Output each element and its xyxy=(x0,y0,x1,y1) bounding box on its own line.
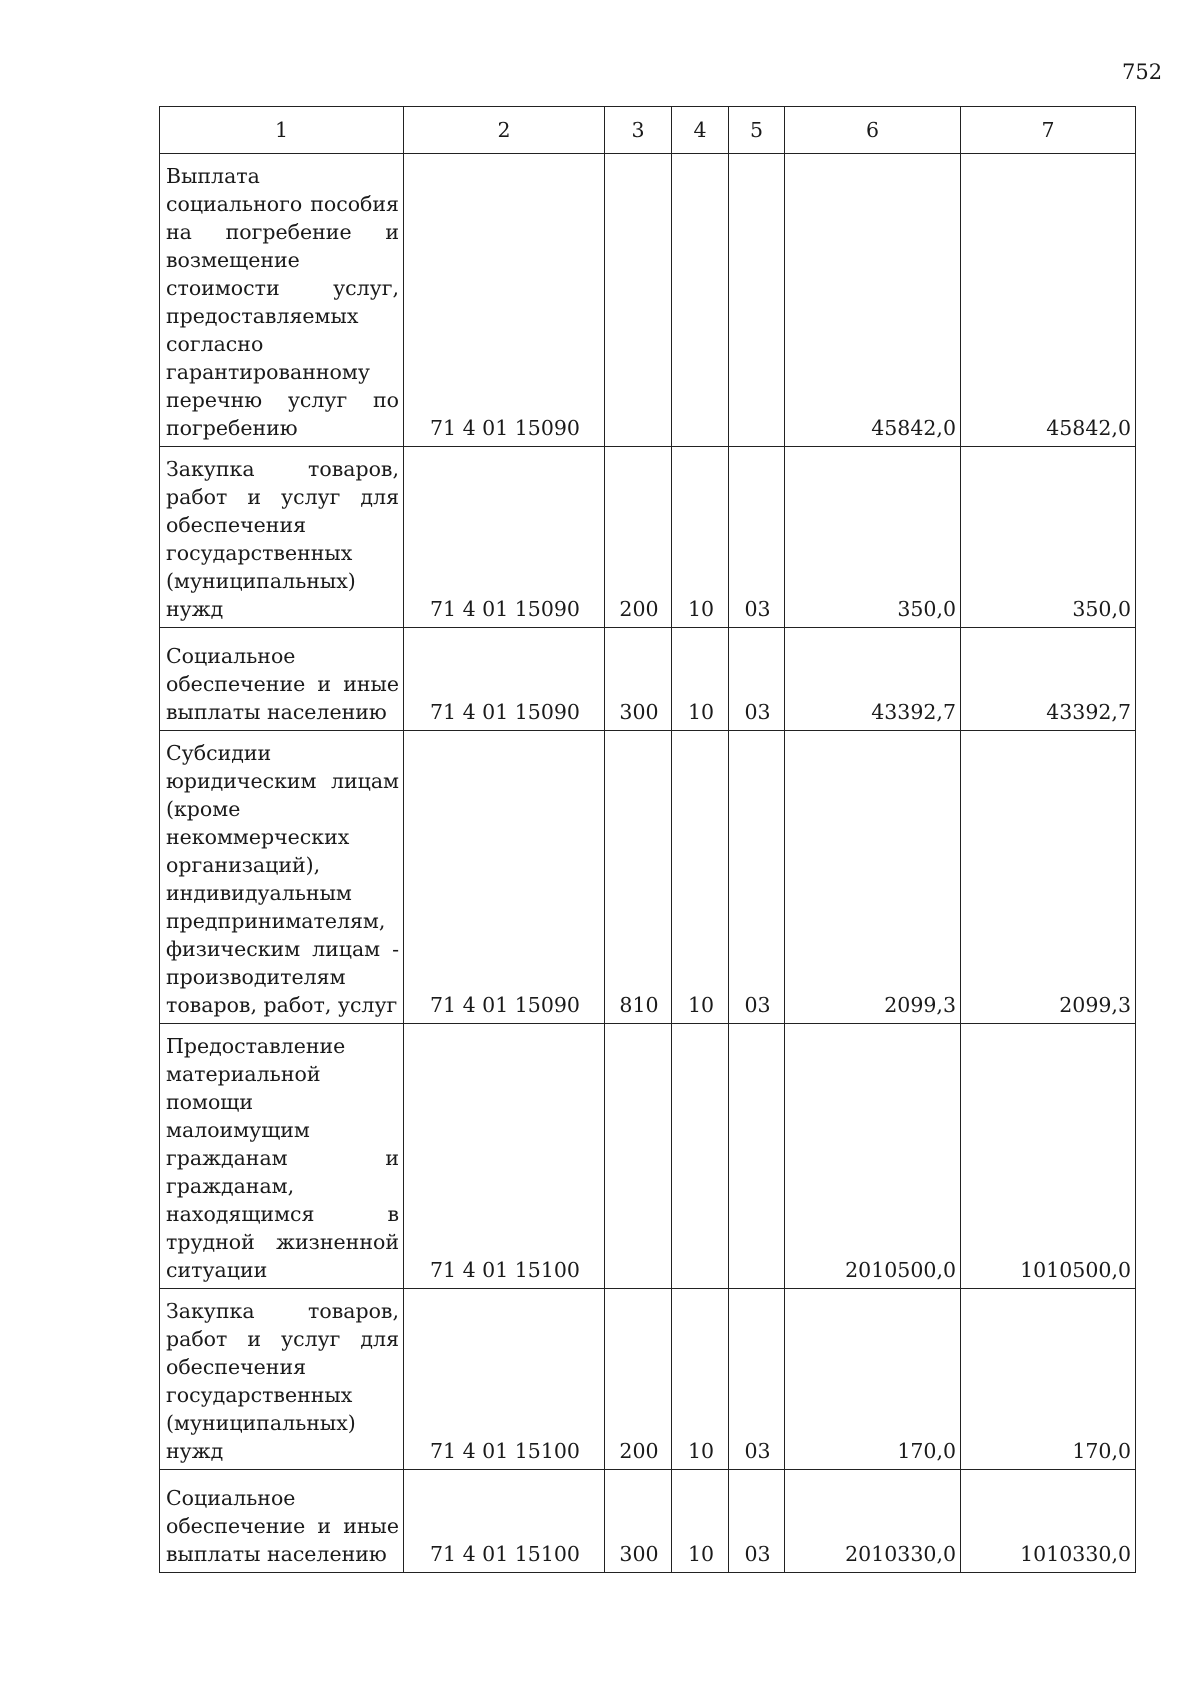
column-header: 5 xyxy=(729,107,785,154)
row-col5: 03 xyxy=(729,1289,785,1470)
row-col7: 350,0 xyxy=(961,447,1136,628)
table-row xyxy=(160,731,1136,1024)
page-number: 752 xyxy=(1122,60,1163,84)
row-col5 xyxy=(729,154,785,447)
table-row xyxy=(160,1289,1136,1470)
row-col5: 03 xyxy=(729,628,785,731)
row-col4: 10 xyxy=(672,1289,729,1470)
row-code: 71 4 01 15100 xyxy=(404,1024,605,1289)
table-row xyxy=(160,1470,1136,1573)
row-col7: 1010500,0 xyxy=(961,1024,1136,1289)
row-col3: 300 xyxy=(605,1470,672,1573)
row-col3: 810 xyxy=(605,731,672,1024)
row-code: 71 4 01 15090 xyxy=(404,447,605,628)
table-row xyxy=(160,154,1136,447)
row-col4 xyxy=(672,154,729,447)
row-name: Предоставление материальной помощи малоимущим гражданам и гражданам, находящимся в трудной жизненной ситуации xyxy=(160,1024,404,1289)
column-header: 6 xyxy=(785,107,961,154)
row-name: Социальное обеспечение и иные выплаты населению xyxy=(160,1470,404,1573)
row-col6: 2010500,0 xyxy=(785,1024,961,1289)
row-name: Закупка товаров, работ и услуг для обеспечения государственных (муниципальных) нужд xyxy=(160,447,404,628)
row-col3 xyxy=(605,1024,672,1289)
row-col3: 200 xyxy=(605,1289,672,1470)
column-header: 4 xyxy=(672,107,729,154)
row-col4 xyxy=(672,1024,729,1289)
row-col3: 200 xyxy=(605,447,672,628)
row-col5: 03 xyxy=(729,1470,785,1573)
column-header: 1 xyxy=(160,107,404,154)
row-col3: 300 xyxy=(605,628,672,731)
row-col7: 170,0 xyxy=(961,1289,1136,1470)
column-header: 7 xyxy=(961,107,1136,154)
row-code: 71 4 01 15100 xyxy=(404,1470,605,1573)
row-col6: 2010330,0 xyxy=(785,1470,961,1573)
row-code: 71 4 01 15090 xyxy=(404,628,605,731)
row-col6: 350,0 xyxy=(785,447,961,628)
row-code: 71 4 01 15090 xyxy=(404,154,605,447)
table-row xyxy=(160,628,1136,731)
table-header-row xyxy=(160,107,1136,154)
row-col4: 10 xyxy=(672,447,729,628)
row-col7: 1010330,0 xyxy=(961,1470,1136,1573)
row-name: Социальное обеспечение и иные выплаты населению xyxy=(160,628,404,731)
row-col7: 2099,3 xyxy=(961,731,1136,1024)
column-header: 2 xyxy=(404,107,605,154)
row-col5 xyxy=(729,1024,785,1289)
row-name: Выплата социального пособия на погребение и возмещение стоимости услуг, предоставляемых согласно гарантированному перечню услуг по погребению xyxy=(160,154,404,447)
row-col6: 45842,0 xyxy=(785,154,961,447)
row-col4: 10 xyxy=(672,731,729,1024)
row-col6: 170,0 xyxy=(785,1289,961,1470)
row-col5: 03 xyxy=(729,447,785,628)
table-row xyxy=(160,1024,1136,1289)
column-header: 3 xyxy=(605,107,672,154)
row-name: Закупка товаров, работ и услуг для обеспечения государственных (муниципальных) нужд xyxy=(160,1289,404,1470)
row-col7: 43392,7 xyxy=(961,628,1136,731)
row-col4: 10 xyxy=(672,628,729,731)
row-col6: 43392,7 xyxy=(785,628,961,731)
row-name: Субсидии юридическим лицам (кроме некоммерческих организаций), индивидуальным предпринимателям, физическим лицам - производителям товаров, работ, услуг xyxy=(160,731,404,1024)
row-code: 71 4 01 15100 xyxy=(404,1289,605,1470)
row-col7: 45842,0 xyxy=(961,154,1136,447)
row-col3 xyxy=(605,154,672,447)
budget-table xyxy=(159,106,1136,1573)
row-col5: 03 xyxy=(729,731,785,1024)
row-col4: 10 xyxy=(672,1470,729,1573)
row-code: 71 4 01 15090 xyxy=(404,731,605,1024)
row-col6: 2099,3 xyxy=(785,731,961,1024)
table-row xyxy=(160,447,1136,628)
